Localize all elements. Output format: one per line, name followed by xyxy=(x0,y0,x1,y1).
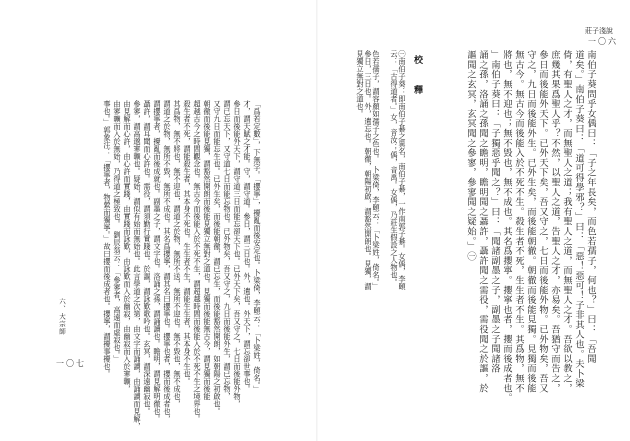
notes-heading: 校 釋 xyxy=(412,55,422,100)
text-column: 超越古今之時間觀念也。無古今而後能入於不死不生，謂超越時間而後能入於不死不生之境界也。 xyxy=(193,100,202,423)
text-column: 參日而後能外天下。已外天下矣，吾又守之，七日而後能外物。已外物矣，吾又 xyxy=(537,50,548,393)
text-column: 事也。」郭象注：「攖寧者，物縈而獨寧。」故曰攖而後成者也。攖寧，謂擾事擾也。 xyxy=(103,100,112,378)
text-column: 由寥曠而入於無始，乃得道之極致也。 劉辰翁云：「參寥者，高遠而虛寂也。」 xyxy=(113,100,122,363)
text-column: 謂道之於物，無所不毀，無所不成也。其名爲攖寧，謂其名曰攖寧也。攖寧也者，攖而後成者也， xyxy=(163,100,172,423)
text-column: 又守九日而能忘生也。已外生矣，而後能朝徹，謂已忘生，而後能豁然開朗，如朝陽之初啟也。 xyxy=(213,100,222,415)
text-column: 才，謂天賦之才能。守，謂守道。參日，謂三日也。外，遺也。外天下，謂忘卻世事也。 xyxy=(243,100,252,393)
note-entry: 色若孺子，謂容顏如孺子之色也。 卜梁倚，李頤云：「卜梁姓，倚名。」 參日，三日也。外，遺忘也。朝徹，朝陽初啟，謂豁然開朗也。見獨，謂見獨立無對之道也。 xyxy=(356,50,381,295)
text-column: 誦之孫，洛誦之孫聞之瞻明，瞻明聞之聶許，聶許聞之需役，需役聞之於謳，於 xyxy=(477,50,488,393)
text-column: 謳聞之玄冥，玄冥聞之參寥，參寥聞之疑始。」㊀ xyxy=(465,50,476,261)
text-column: 南伯子葵問乎女偊曰：「子之年長矣，而色若孺子，何也？」曰：「吾聞 xyxy=(585,50,596,364)
text-column: 」南伯子葵曰：「子獨惡乎聞之？」曰：「聞諸副墨之子，副墨之子聞諸洛 xyxy=(489,50,500,374)
text-column: 將也，無不迎也；無不毀也，無不成也。其名爲攖寧。攖寧也者，攖而後成者也。 xyxy=(501,50,512,403)
text-column: 謂已忘天下，又守道七日而能忘物也。已外物矣，吾又守之，九日而後能外生，謂已忘物， xyxy=(223,100,232,400)
text-column: 參日而後能外天下，謂守道三日而能忘卻天下也。已外天下矣，吾又守之，七日而後能外物， xyxy=(233,100,242,408)
text-column: 聶許，謂耳聞而心許也。需役，謂須勤行實踐也。於謳，謂詠歎歌吟也。玄冥，謂深遠幽寂也。 xyxy=(143,100,152,415)
text-column: 倚，有聖人之才，而無聖人之道；我有聖人之道，而無聖人之才。吾欲以教之， xyxy=(561,50,572,393)
text-column: 朝徹而後能見獨，謂豁然開朗而後能見獨立無對之道也。見獨而後能無古今，謂見獨而後能 xyxy=(203,100,212,400)
right-page xyxy=(320,0,630,441)
text-column: 由見解而心許，由心許而實踐，由實踐而詠歎，由詠歎而入於幽寂，由幽寂而入於寥曠， xyxy=(123,100,132,393)
note-entry: ㊀南伯子葵：即南伯子綦之異名，南伯子綦，一作南郭子綦。女偊，李頤云：「古得道者。」女，音汝；偊，音禹。女偊，乃莊生假設之人物也。 xyxy=(390,50,407,290)
page-number-right: 一〇六 xyxy=(588,37,618,46)
text-column: 無古今。無古今而後能入於不死不生。殺生者不死，生生者不生。其爲物，無不 xyxy=(513,50,524,393)
text-column: 謂攖寧者，擾亂而後成就也。副墨之子，謂文字也。洛誦之孫，謂誦讀也。瞻明，謂見解明徹也。 xyxy=(153,100,162,423)
chapter-side-title: 六、大宗師 xyxy=(58,298,66,336)
text-column: 殺生者不死，謂能殺生者，其本身不死也。生生者不生，謂能生生者，其本身不生也。 xyxy=(183,100,192,385)
text-column: 道矣。」南伯子葵曰：「道可得學邪？」曰：「惡！惡可！子非其人也。夫卜梁 xyxy=(573,50,584,389)
page-number-left: 一〇七 xyxy=(56,359,86,368)
text-column: 其爲物，無不將也，無不迎也，謂道之於物，無所不送，無所不迎也。無不毀也，無不成也， xyxy=(173,100,182,408)
running-header: 莊子淺說 xyxy=(585,27,613,35)
text-column: 守之，九日而後能外生。已外生矣，而後能朝徹。朝徹而後能見獨。見獨而後能 xyxy=(525,50,536,393)
text-column: 參寥，謂高邈寥曠也。疑始，謂似有始而無始也。此言學道之次第，由文字而誦讀，由誦讀而見解， xyxy=(133,100,142,430)
text-column: 「爲若定數」，下無字。「攖寧」，擾亂而後安定也。卜梁倚，李頤云：「卜梁姓，倚名。」 xyxy=(253,100,262,394)
text-column: 庶幾其果爲聖人乎？不然，以聖人之道，告聖人之才，亦易矣。吾猶守而告之， xyxy=(549,50,560,393)
